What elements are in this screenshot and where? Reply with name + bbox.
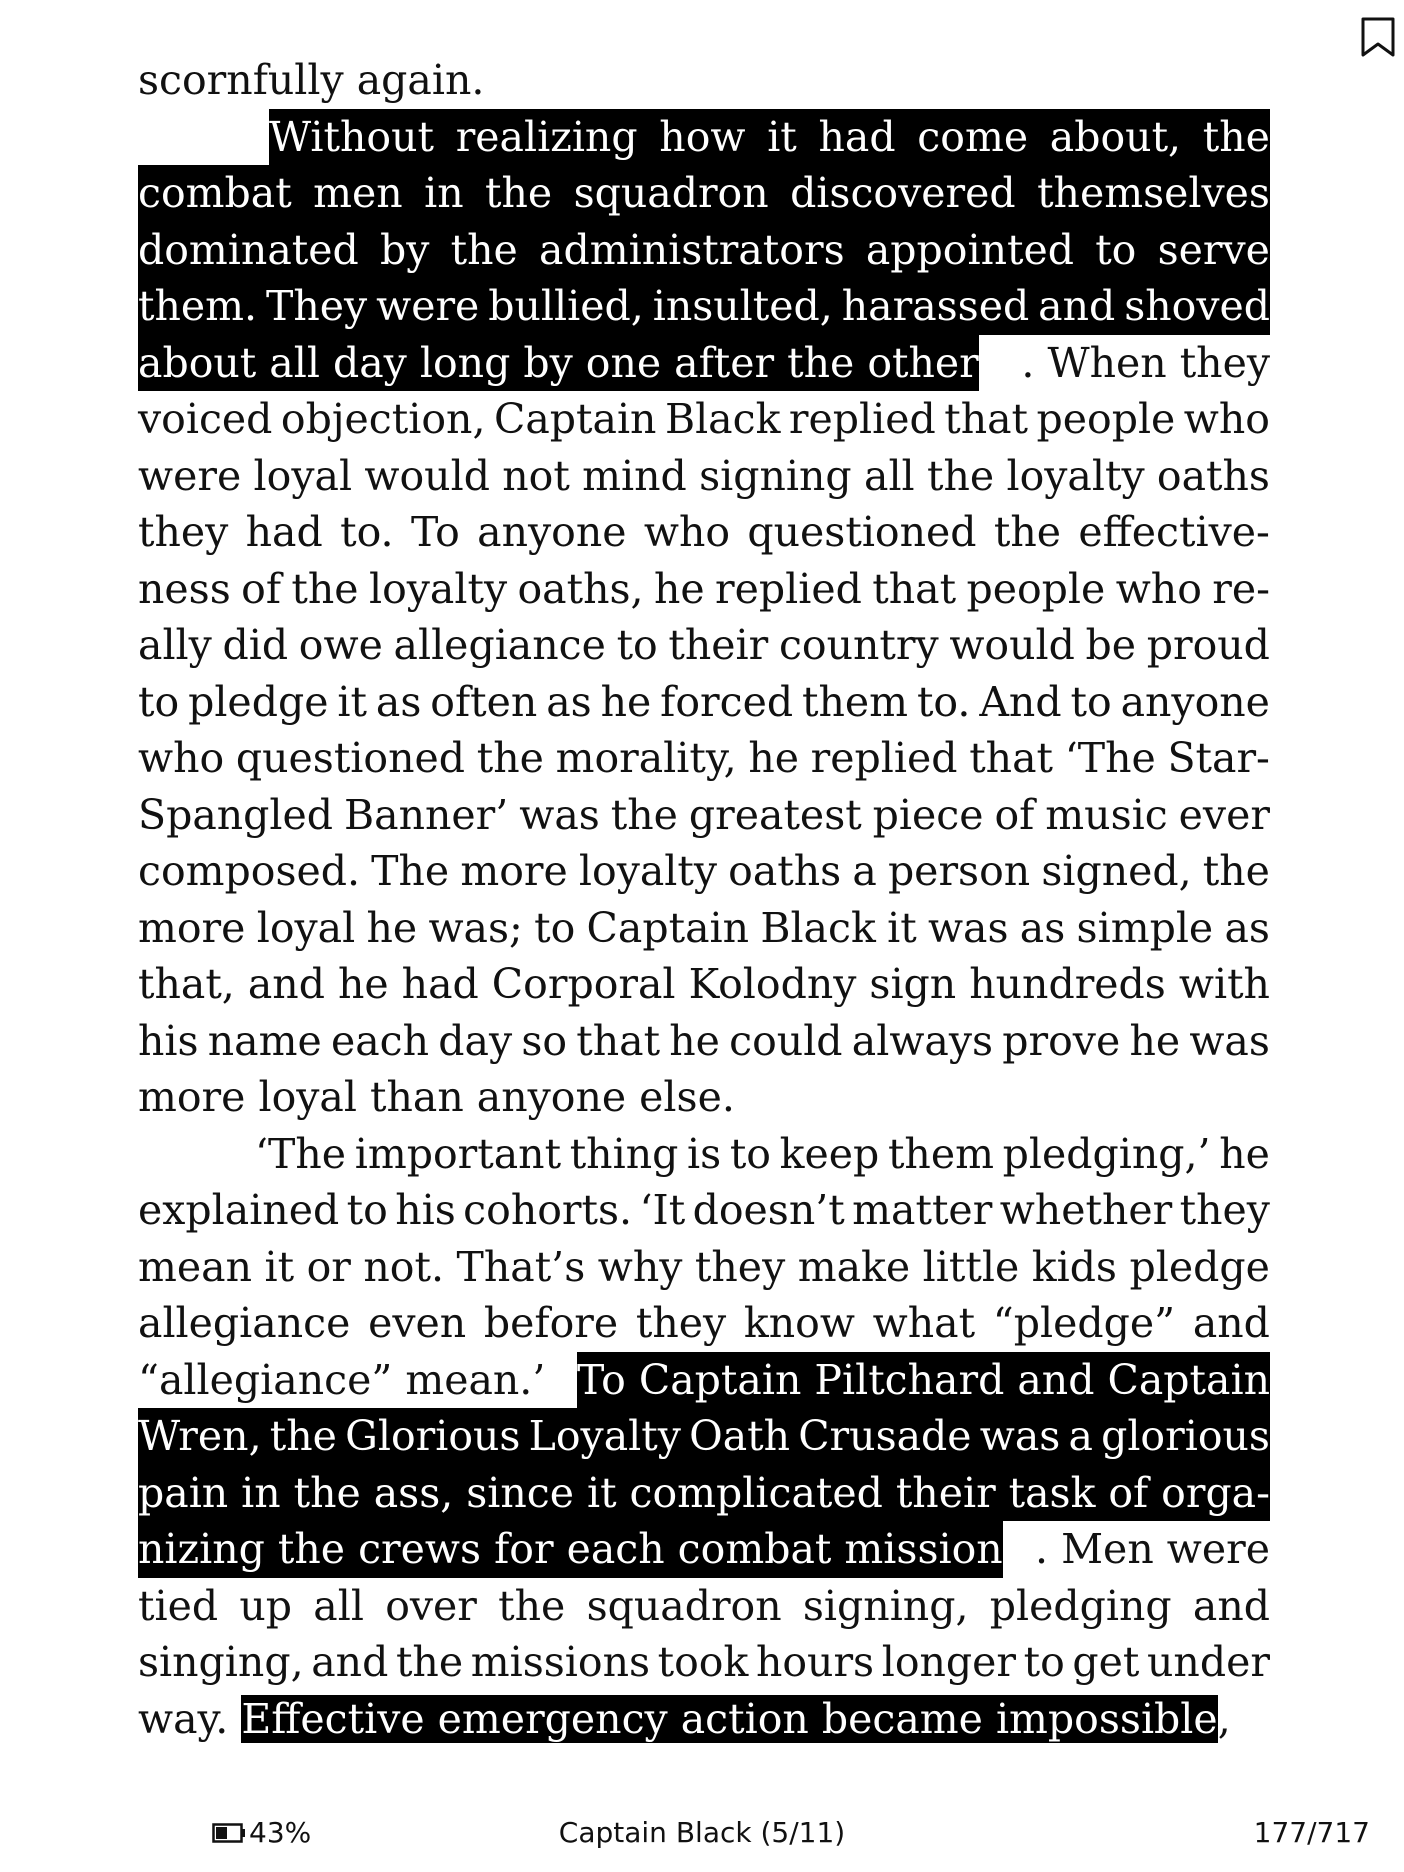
word: it xyxy=(337,677,367,726)
word: his xyxy=(395,1186,456,1234)
word: task xyxy=(1008,1468,1096,1517)
text-line xyxy=(138,391,1270,448)
word: would xyxy=(949,621,1075,669)
word: that xyxy=(872,564,957,613)
word: Crusade xyxy=(798,1412,972,1460)
word: people xyxy=(966,564,1106,613)
word: to xyxy=(534,903,576,952)
word: more xyxy=(138,903,246,952)
word: in xyxy=(241,1468,281,1517)
word: that xyxy=(969,734,1054,782)
word: little xyxy=(922,1242,1020,1291)
text-line xyxy=(138,1634,1270,1691)
word: tied xyxy=(138,1581,219,1630)
word: ‘The xyxy=(1064,734,1156,782)
word: the xyxy=(291,564,359,613)
word: why xyxy=(597,1242,683,1291)
word: hundreds xyxy=(969,960,1166,1008)
word: signing xyxy=(699,451,852,500)
highlight[interactable]: Effective emergency action became impossible xyxy=(241,1694,1218,1743)
word: before xyxy=(483,1299,619,1347)
word: oaths xyxy=(728,847,842,895)
word: Star- xyxy=(1167,734,1270,782)
word: name xyxy=(207,1016,322,1065)
text-line xyxy=(138,900,1270,957)
word: they xyxy=(635,1299,727,1347)
word: day xyxy=(438,1016,513,1065)
word: they xyxy=(694,1242,786,1291)
word: oaths xyxy=(1156,451,1270,500)
word: that xyxy=(944,395,1029,443)
word: of xyxy=(1108,1468,1149,1517)
word: had xyxy=(818,112,896,161)
word: person xyxy=(887,847,1031,895)
word: combat xyxy=(138,169,292,217)
word: to xyxy=(1023,1638,1065,1686)
word: They xyxy=(265,282,368,330)
text-line xyxy=(138,730,1270,787)
text-line xyxy=(138,1578,1270,1635)
word: did xyxy=(222,621,289,669)
word: the xyxy=(395,1638,464,1686)
word: even xyxy=(368,1299,467,1347)
word: was xyxy=(979,1412,1061,1460)
word: the xyxy=(1202,112,1270,161)
word: discovered xyxy=(790,169,1016,217)
word: Black xyxy=(664,395,781,443)
word: squadron xyxy=(573,169,769,217)
word: the xyxy=(269,1412,337,1460)
word: the xyxy=(450,225,518,274)
word: cohorts. xyxy=(463,1186,633,1234)
text-line xyxy=(138,504,1270,561)
word: allegiance xyxy=(138,1299,351,1347)
word: to xyxy=(729,1129,771,1178)
word: signed, xyxy=(1041,847,1192,895)
word: was xyxy=(927,903,1009,952)
word: greatest xyxy=(688,790,862,839)
word: the xyxy=(610,790,678,839)
word: replied xyxy=(715,564,862,613)
highlight[interactable]: nizing the crews for each combat mission xyxy=(138,1521,1003,1578)
word: to xyxy=(346,1186,388,1234)
text-line-highlighted[interactable] xyxy=(138,1465,1270,1522)
word: That’s xyxy=(456,1242,586,1291)
word: glorious xyxy=(1101,1412,1270,1460)
word: his xyxy=(138,1016,199,1065)
word: were xyxy=(376,282,480,330)
word: were xyxy=(138,451,242,500)
word: Captain xyxy=(586,903,750,952)
word: appointed xyxy=(865,225,1074,274)
word: with xyxy=(1178,960,1270,1008)
word: complicated xyxy=(629,1468,883,1517)
word: Oath xyxy=(689,1412,791,1460)
word: themselves xyxy=(1037,169,1270,217)
word: to. xyxy=(916,677,971,726)
word: make xyxy=(797,1242,911,1291)
word: ‘The xyxy=(255,1129,347,1178)
word: And xyxy=(979,677,1062,726)
word: matter xyxy=(852,1186,993,1234)
text-line-highlighted[interactable] xyxy=(138,278,1270,335)
word: often xyxy=(430,677,538,726)
word: it xyxy=(887,903,917,952)
text-line xyxy=(138,1013,1270,1070)
word: the xyxy=(498,1581,566,1630)
word: missions xyxy=(470,1638,651,1686)
word: anyone xyxy=(477,508,627,556)
word: and xyxy=(1192,1581,1270,1630)
highlight[interactable]: To Captain Piltchard and Captain xyxy=(577,1352,1270,1409)
word: ness xyxy=(138,564,231,613)
word: hours xyxy=(755,1638,875,1686)
word: that, xyxy=(138,960,235,1008)
word: he xyxy=(748,734,799,782)
word: to. xyxy=(340,508,394,556)
word: “pledge” xyxy=(992,1299,1176,1347)
word: the xyxy=(926,451,995,500)
word: he xyxy=(669,1016,720,1065)
word: know xyxy=(743,1299,855,1347)
word: administrators xyxy=(539,225,845,274)
word: loyal xyxy=(253,451,353,500)
word: he xyxy=(337,960,389,1008)
word: music xyxy=(1045,790,1168,839)
text-line xyxy=(138,448,1270,505)
word: he xyxy=(366,903,418,952)
word: to xyxy=(616,621,658,669)
word: pledging xyxy=(989,1581,1172,1630)
text-line xyxy=(138,561,1270,618)
word: The xyxy=(371,847,450,895)
word: Black xyxy=(760,903,876,952)
word: Captain xyxy=(493,395,657,443)
word: replied xyxy=(788,395,936,443)
word: over xyxy=(385,1581,477,1630)
word: Wren, xyxy=(138,1412,262,1460)
word: it xyxy=(264,1242,295,1291)
page-number: 177/717 xyxy=(1253,1816,1370,1849)
text-line-highlighted[interactable] xyxy=(138,1408,1270,1465)
word: who xyxy=(138,734,225,782)
word: since xyxy=(466,1468,575,1517)
word: is xyxy=(687,1129,722,1178)
word: questioned xyxy=(747,508,977,556)
book-page-text xyxy=(138,52,1270,1747)
word: so xyxy=(521,1016,568,1065)
word: and xyxy=(1192,1299,1270,1347)
word: who xyxy=(1115,564,1202,613)
word: a xyxy=(1068,1412,1093,1460)
word: realizing xyxy=(455,112,638,161)
word: oaths, xyxy=(517,564,644,613)
word: get xyxy=(1072,1638,1140,1686)
word: how xyxy=(659,112,746,161)
word: their xyxy=(668,621,769,669)
word: mind xyxy=(582,451,687,500)
text-line: scornfully again. xyxy=(138,56,485,104)
word: and xyxy=(311,1638,389,1686)
word: it xyxy=(767,112,797,161)
word: signing, xyxy=(802,1581,969,1630)
word: serve xyxy=(1157,225,1270,274)
word: a xyxy=(852,847,877,895)
word: whether xyxy=(999,1186,1173,1234)
word: to xyxy=(1095,225,1137,274)
highlight[interactable]: about all day long by one after the other xyxy=(138,335,979,392)
word: them xyxy=(887,1129,994,1178)
word: would xyxy=(364,451,490,500)
text-line: “allegiance” mean.’ To Captain Piltchard and Captain xyxy=(138,1352,1270,1409)
word: was xyxy=(519,790,600,839)
text-line: way. Effective emergency action became impossible, xyxy=(138,1694,1231,1743)
word: who xyxy=(643,508,731,556)
word: come xyxy=(917,112,1029,161)
word: the xyxy=(993,508,1062,556)
word: Kolodny xyxy=(688,960,857,1008)
word: shoved xyxy=(1124,282,1270,330)
word: ‘It xyxy=(639,1186,686,1234)
word: and xyxy=(1038,282,1116,330)
word: objection, xyxy=(280,395,486,443)
word: pledge xyxy=(1129,1242,1270,1291)
text-line xyxy=(138,1295,1270,1352)
word: mean xyxy=(138,1242,252,1291)
word: he xyxy=(600,677,652,726)
highlight[interactable] xyxy=(269,109,1270,166)
word: re- xyxy=(1212,564,1270,613)
bookmark-icon[interactable] xyxy=(1360,16,1396,58)
word: be xyxy=(1085,621,1137,669)
word: what xyxy=(872,1299,976,1347)
word: thing xyxy=(569,1129,679,1178)
word: could xyxy=(729,1016,843,1065)
word: Loyalty xyxy=(528,1412,681,1460)
word: was xyxy=(1189,1016,1270,1065)
word: up xyxy=(239,1581,293,1630)
text-line-highlighted xyxy=(138,109,1270,166)
word: ally xyxy=(138,621,212,669)
word: was; xyxy=(428,903,523,952)
word: as xyxy=(546,677,592,726)
text-line xyxy=(138,674,1270,731)
word: ass, xyxy=(373,1468,454,1517)
word: country xyxy=(778,621,939,669)
word: explained xyxy=(138,1186,340,1234)
word: in xyxy=(424,169,464,217)
word: and xyxy=(247,960,325,1008)
word: insulted, xyxy=(652,282,833,330)
word: important xyxy=(354,1129,562,1178)
text-line xyxy=(138,956,1270,1013)
word: each xyxy=(330,1016,430,1065)
word: all xyxy=(864,451,915,500)
word: the xyxy=(476,734,544,782)
text-line-highlighted[interactable] xyxy=(138,165,1270,222)
word: forced xyxy=(660,677,794,726)
chapter-title: Captain Black (5/11) xyxy=(558,1816,846,1849)
word: owe xyxy=(298,621,383,669)
text-line: nizing the crews for each combat mission . Men were xyxy=(138,1521,1270,1578)
word: as xyxy=(375,677,422,726)
word: them xyxy=(802,677,909,726)
word: Spangled xyxy=(138,790,334,839)
word: dominated xyxy=(138,225,359,274)
word: keep xyxy=(779,1129,880,1178)
word: their xyxy=(895,1468,996,1517)
word: the xyxy=(293,1468,361,1517)
word: he xyxy=(1129,1016,1181,1065)
word: Without xyxy=(269,112,434,161)
text-line xyxy=(138,1126,1270,1183)
word: about, xyxy=(1049,112,1182,161)
text-line xyxy=(138,617,1270,674)
word: ever xyxy=(1178,790,1270,839)
word: them. xyxy=(138,282,258,330)
word: doesn’t xyxy=(692,1186,845,1234)
word: the xyxy=(1202,847,1270,895)
word: under xyxy=(1147,1638,1270,1686)
word: questioned xyxy=(235,734,466,782)
word: it xyxy=(586,1468,617,1517)
word: replied xyxy=(810,734,958,782)
word: pain xyxy=(138,1468,229,1517)
word: voiced xyxy=(138,395,273,443)
word: To xyxy=(410,508,460,556)
word: loyalty xyxy=(368,564,508,613)
word: to xyxy=(138,677,180,726)
word: allegiance xyxy=(393,621,606,669)
word: loyalty xyxy=(1006,451,1145,500)
word: proud xyxy=(1146,621,1270,669)
word: loyalty xyxy=(578,847,718,895)
word: they xyxy=(138,508,229,556)
word: to xyxy=(1070,677,1112,726)
word: more xyxy=(460,847,568,895)
word: morality, xyxy=(555,734,737,782)
battery-percent: 43% xyxy=(249,1816,312,1849)
word: or xyxy=(306,1242,351,1291)
word: Banner’ xyxy=(344,790,509,839)
text-line: more loyal than anyone else. xyxy=(138,1073,735,1121)
word: orga- xyxy=(1161,1468,1270,1517)
word: not xyxy=(502,451,570,500)
status-bar xyxy=(0,1812,1404,1856)
word: bullied, xyxy=(488,282,644,330)
word: took xyxy=(657,1638,749,1686)
word: prove xyxy=(1002,1016,1121,1065)
word: kids xyxy=(1031,1242,1117,1291)
word: men xyxy=(313,169,403,217)
word: he xyxy=(1219,1129,1270,1178)
word: all xyxy=(313,1581,364,1630)
word: the xyxy=(485,169,553,217)
word: squadron xyxy=(586,1581,782,1630)
word: pledging,’ xyxy=(1002,1129,1211,1178)
word: had xyxy=(401,960,479,1008)
text-line xyxy=(138,843,1270,900)
word: longer xyxy=(881,1638,1017,1686)
word: not. xyxy=(363,1242,444,1291)
word: piece xyxy=(872,790,984,839)
word: sign xyxy=(869,960,957,1008)
text-line: about all day long by one after the other . When they xyxy=(138,335,1270,392)
word: by xyxy=(380,225,430,274)
text-line xyxy=(138,1182,1270,1239)
text-line xyxy=(138,787,1270,844)
word: always xyxy=(851,1016,994,1065)
word: harassed xyxy=(841,282,1030,330)
text-line-highlighted[interactable] xyxy=(138,222,1270,279)
word: effective- xyxy=(1078,508,1270,556)
word: of xyxy=(994,790,1035,839)
word: pledge xyxy=(188,677,329,726)
word: as xyxy=(1224,903,1270,952)
word: Corporal xyxy=(491,960,676,1008)
word: of xyxy=(241,564,282,613)
word: singing, xyxy=(138,1638,304,1686)
word: as xyxy=(1019,903,1066,952)
word: he xyxy=(653,564,705,613)
word: they xyxy=(1179,1186,1270,1234)
word: simple xyxy=(1076,903,1214,952)
word: that xyxy=(576,1016,661,1065)
word: composed. xyxy=(138,847,361,895)
word: people xyxy=(1036,395,1176,443)
word: anyone xyxy=(1120,677,1270,726)
word: who xyxy=(1183,395,1270,443)
word: loyal xyxy=(256,903,356,952)
word: Glorious xyxy=(345,1412,521,1460)
word: had xyxy=(245,508,323,556)
text-line xyxy=(138,1239,1270,1296)
